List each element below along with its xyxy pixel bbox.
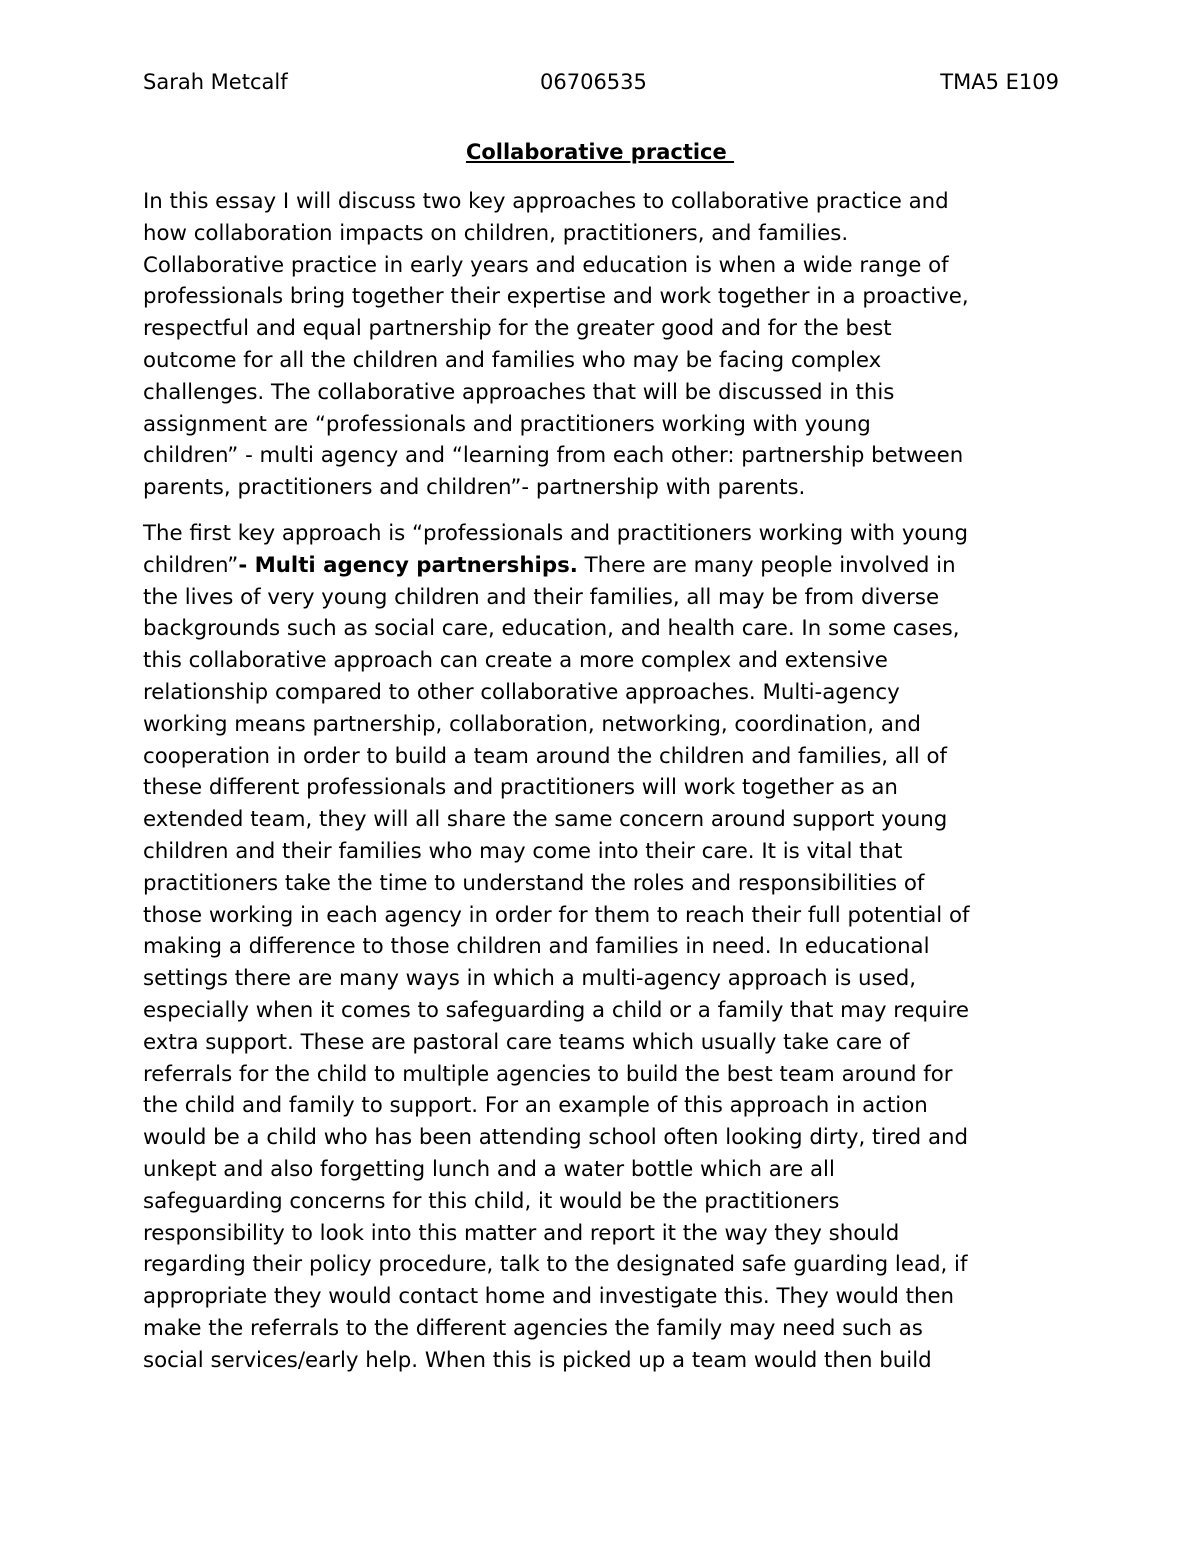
text-line: especially when it comes to safeguarding a child or a family that may require [143, 997, 969, 1023]
text-line: those working in each agency in order for them to reach their full potential of [143, 902, 970, 928]
header-student-id: 06706535 [540, 70, 647, 94]
text-line: The first key approach is “professionals and practitioners working with young [143, 520, 968, 546]
text-line: settings there are many ways in which a multi-agency approach is used, [143, 966, 916, 992]
text-run: There are many people involved in [577, 552, 956, 578]
document-title: Collaborative practice [465, 140, 735, 164]
text-line: these different professionals and practitioners will work together as an [143, 775, 898, 801]
text-line: extra support. These are pastoral care teams which usually take care of [143, 1029, 910, 1055]
header-assignment-code: TMA5 E109 [940, 70, 1059, 94]
text-line: relationship compared to other collaborative approaches. Multi-agency [143, 679, 900, 705]
text-line: would be a child who has been attending school often looking dirty, tired and [143, 1125, 969, 1151]
text-line: safeguarding concerns for this child, it would be the practitioners [143, 1188, 840, 1214]
text-line: unkept and also forgetting lunch and a water bottle which are all [143, 1156, 835, 1182]
text-line: the child and family to support. For an example of this approach in action [143, 1093, 928, 1119]
text-line: respectful and equal partnership for the greater good and for the best [143, 316, 892, 342]
text-line: the lives of very young children and their families, all may be from diverse [143, 584, 940, 610]
text-line: referrals for the child to multiple agencies to build the best team around for [143, 1061, 953, 1087]
text-line: this collaborative approach can create a more complex and extensive [143, 648, 888, 674]
document-body [143, 186, 1068, 1390]
text-line: responsibility to look into this matter and report it the way they should [143, 1220, 900, 1246]
text-line: parents, practitioners and children”- partnership with parents. [143, 475, 806, 501]
text-line: assignment are “professionals and practitioners working with young [143, 411, 871, 437]
bold-heading-run: - Multi agency partnerships. [238, 552, 578, 578]
text-line: cooperation in order to build a team around the children and families, all of [143, 743, 948, 769]
text-line: extended team, they will all share the same concern around support young [143, 807, 948, 833]
text-line: regarding their policy procedure, talk to the designated safe guarding lead, if [143, 1252, 968, 1278]
text-line: children” - multi agency and “learning from each other: partnership between [143, 443, 964, 469]
text-run: children” [143, 552, 239, 578]
header-author-name: Sarah Metcalf [143, 70, 288, 94]
text-line: outcome for all the children and families who may be facing complex [143, 347, 882, 373]
paragraph-multi-agency [143, 518, 1068, 1377]
text-line-mixed [143, 550, 1068, 582]
text-line: make the referrals to the different agencies the family may need such as [143, 1315, 923, 1341]
paragraph-introduction [143, 186, 1068, 504]
text-line: social services/early help. When this is picked up a team would then build [143, 1347, 932, 1373]
text-line: professionals bring together their expertise and work together in a proactive, [143, 284, 969, 310]
text-line: making a difference to those children and families in need. In educational [143, 934, 930, 960]
text-line: appropriate they would contact home and investigate this. They would then [143, 1284, 955, 1310]
text-line: children and their families who may come into their care. It is vital that [143, 838, 903, 864]
text-line: backgrounds such as social care, education, and health care. In some cases, [143, 616, 960, 642]
text-line: how collaboration impacts on children, practitioners, and families. [143, 220, 849, 246]
page-header [143, 70, 1059, 102]
text-line: practitioners take the time to understand the roles and responsibilities of [143, 870, 925, 896]
text-line: In this essay I will discuss two key approaches to collaborative practice and [143, 189, 949, 214]
text-line: challenges. The collaborative approaches that will be discussed in this [143, 379, 895, 405]
text-line: working means partnership, collaboration, networking, coordination, and [143, 711, 921, 737]
text-line: Collaborative practice in early years and education is when a wide range of [143, 252, 949, 278]
